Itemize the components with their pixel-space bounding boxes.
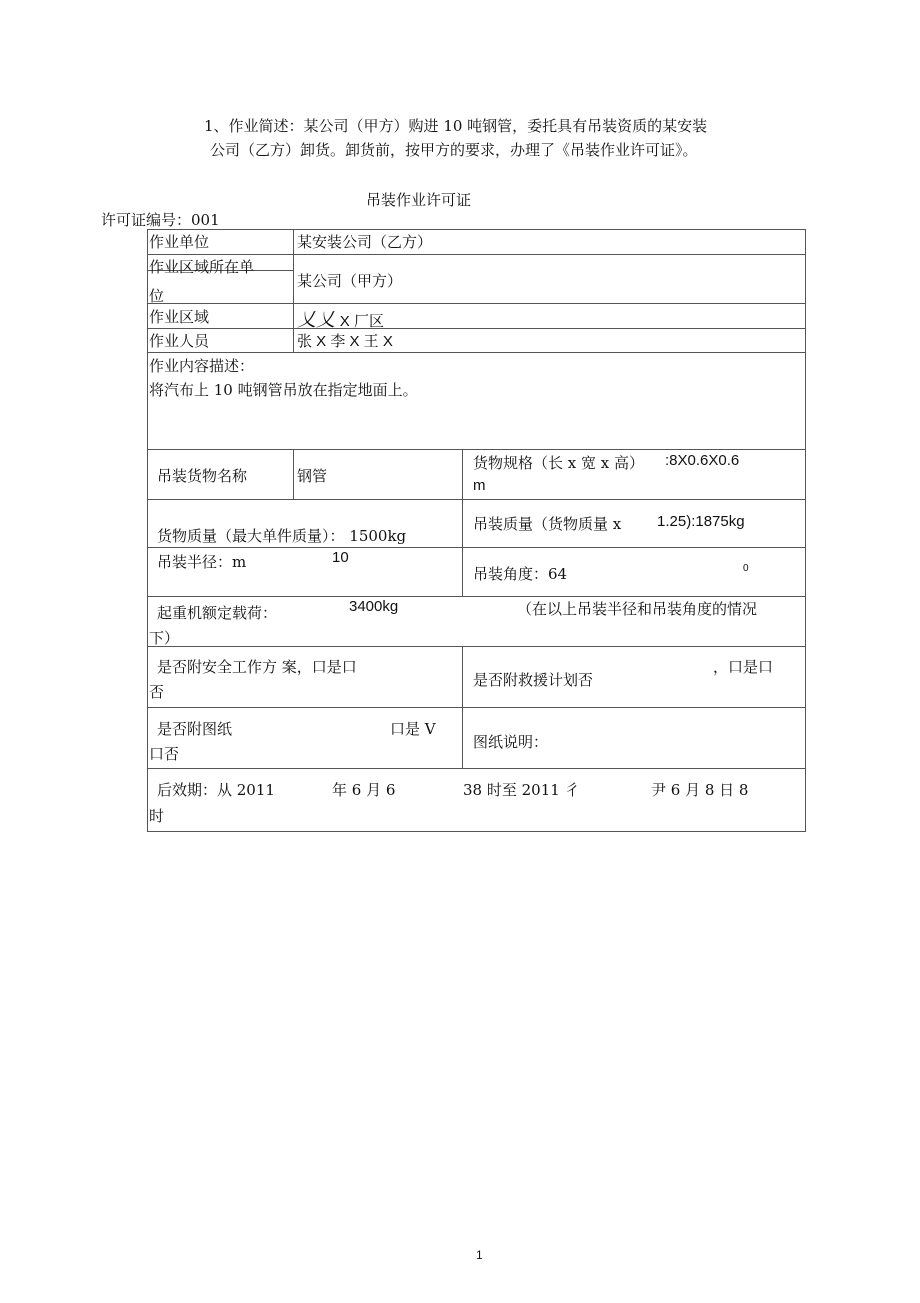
radius-label: 吊装半径：m: [157, 553, 247, 571]
rated-load-note-1: （在以上吊装半径和吊装角度的情况: [517, 600, 758, 618]
description-value: 将汽布上 10 吨钢管吊放在指定地面上。: [149, 381, 418, 399]
drawing-options: 口是 V: [390, 720, 436, 738]
cargo-mass: 货物质量（最大单件质量）： 1500kg: [157, 527, 407, 545]
rescue-plan-label: 是否附救援计划否: [473, 671, 594, 689]
description-label: 作业内容描述：: [149, 357, 255, 375]
area-unit-label-1: 作业区域所在单: [149, 258, 255, 276]
area-label: 作业区域: [149, 308, 210, 326]
cargo-spec-label: 货物规格（长 x 宽 x 高）: [473, 454, 644, 472]
cargo-name-label: 吊装货物名称: [157, 467, 248, 485]
cargo-spec-unit: m: [473, 477, 486, 494]
rated-load-value: 3400kg: [349, 598, 399, 615]
people-label: 作业人员: [149, 332, 210, 350]
angle-degree-mark: 0: [743, 563, 749, 574]
unit-label: 作业单位: [149, 233, 210, 251]
validity-part-2: 年 6 月 6: [332, 781, 396, 799]
rated-load-label: 起重机额定载荷：: [157, 604, 278, 622]
area-value-handwritten: 乂乂: [297, 309, 336, 331]
drawing-no-option: 口否: [149, 745, 180, 763]
form-title: 吊装作业许可证: [366, 191, 472, 209]
lift-mass-label: 吊装质量（货物质量 x: [473, 515, 622, 533]
area-unit-label-2: 位: [149, 287, 165, 305]
validity-part-3: 38 时至 2011 彳: [463, 781, 580, 799]
rescue-plan-options: ，口是口: [713, 658, 774, 676]
permit-number: 许可证编号：001: [101, 211, 220, 229]
area-value: [297, 305, 384, 332]
drawing-note-label: 图纸说明：: [473, 733, 549, 751]
rated-load-note-2: 下）: [149, 629, 180, 647]
safety-plan-line-1: 是否附安全工作方 案，口是口: [157, 658, 357, 676]
lift-mass-value: 1.25):1875kg: [657, 513, 745, 530]
people-value: 张 X 李 X 王 X: [297, 333, 393, 350]
intro-line-1: 1、作业简述：某公司（甲方）购进 10 吨钢管，委托具有吊装资质的某安装: [204, 117, 708, 135]
unit-value: 某安装公司（乙方）: [297, 233, 433, 251]
validity-part-1: 后效期：从 2011: [157, 781, 275, 799]
page-number: 1: [476, 1248, 483, 1262]
cargo-name-value: 钢管: [297, 467, 328, 485]
area-value-text: X 厂区: [339, 313, 384, 330]
cargo-spec-value: :8X0.6X0.6: [665, 452, 740, 469]
drawing-label: 是否附图纸: [157, 720, 233, 738]
area-unit-value: 某公司（甲方）: [297, 272, 403, 290]
safety-plan-line-2: 否: [149, 683, 165, 701]
intro-line-2: 公司（乙方）卸货。卸货前，按甲方的要求，办理了《吊装作业许可证》。: [210, 141, 698, 159]
validity-part-4: 尹 6 月 8 日 8: [651, 781, 749, 799]
radius-value: 10: [332, 549, 349, 566]
angle-label: 吊装角度：64: [473, 565, 568, 583]
validity-part-5: 时: [149, 807, 165, 825]
